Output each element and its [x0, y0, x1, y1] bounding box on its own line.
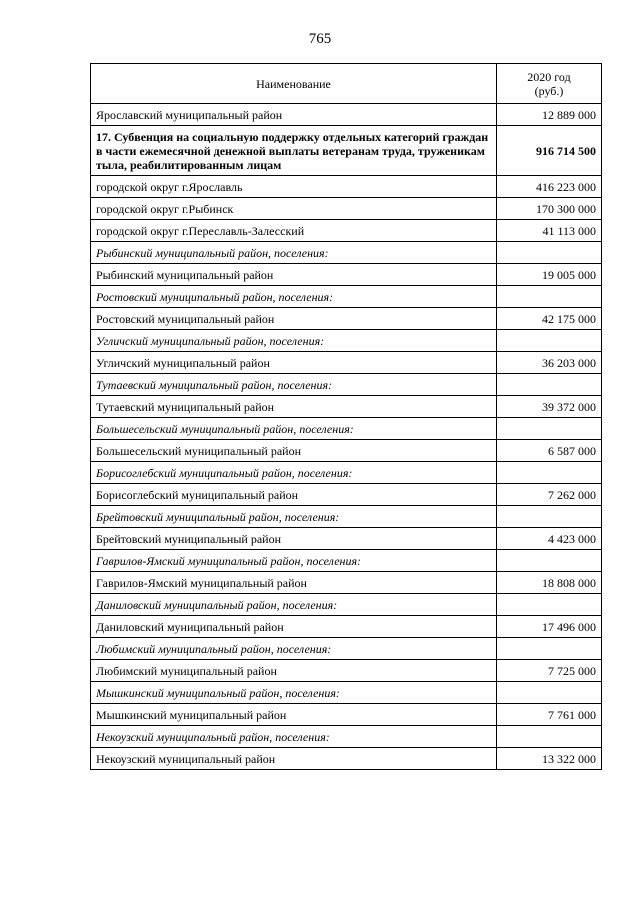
row-value: 7 725 000	[497, 660, 602, 682]
table-row	[91, 264, 602, 286]
row-name: Любимский муниципальный район, поселения:	[91, 638, 497, 660]
section-row	[91, 594, 602, 616]
table-row	[91, 484, 602, 506]
row-name: Брейтовский муниципальный район	[91, 528, 497, 550]
header-unit: (руб.)	[534, 83, 564, 98]
table-row	[91, 616, 602, 638]
row-value: 170 300 000	[497, 198, 602, 220]
row-value	[497, 242, 602, 264]
table-row	[91, 176, 602, 198]
row-value: 17 496 000	[497, 616, 602, 638]
row-name: Большесельский муниципальный район, поселения:	[91, 418, 497, 440]
table-row	[91, 528, 602, 550]
table-row	[91, 198, 602, 220]
row-value: 13 322 000	[497, 748, 602, 770]
row-name: Брейтовский муниципальный район, поселения:	[91, 506, 497, 528]
section-row	[91, 330, 602, 352]
row-name: Угличский муниципальный район, поселения:	[91, 330, 497, 352]
table-row	[91, 308, 602, 330]
row-name: Угличский муниципальный район	[91, 352, 497, 374]
table-row	[91, 572, 602, 594]
row-value: 39 372 000	[497, 396, 602, 418]
row-value	[497, 374, 602, 396]
table-row	[91, 704, 602, 726]
row-name: Тутаевский муниципальный район	[91, 396, 497, 418]
section-row	[91, 682, 602, 704]
row-value: 6 587 000	[497, 440, 602, 462]
row-value	[497, 462, 602, 484]
row-value	[497, 330, 602, 352]
row-name: 17. Субвенция на социальную поддержку отдельных категорий граждан в части ежемесячной денежной выплаты ветеранам труда, труженикам тыла, реабилитированным лицам	[91, 126, 497, 176]
table-row	[91, 104, 602, 126]
row-name: Мышкинский муниципальный район, поселения:	[91, 682, 497, 704]
row-value	[497, 638, 602, 660]
row-value: 916 714 500	[497, 126, 602, 176]
row-name: Тутаевский муниципальный район, поселения:	[91, 374, 497, 396]
row-value	[497, 550, 602, 572]
row-name: Ярославский муниципальный район	[91, 104, 497, 126]
header-name-column: Наименование	[91, 64, 497, 104]
row-value: 12 889 000	[497, 104, 602, 126]
row-value	[497, 682, 602, 704]
section-row	[91, 374, 602, 396]
row-value	[497, 594, 602, 616]
section-row	[91, 286, 602, 308]
row-name: городской округ г.Рыбинск	[91, 198, 497, 220]
row-name: Мышкинский муниципальный район	[91, 704, 497, 726]
row-name: Любимский муниципальный район	[91, 660, 497, 682]
row-name: Рыбинский муниципальный район	[91, 264, 497, 286]
table-row	[91, 748, 602, 770]
header-year: 2020 год	[527, 69, 571, 84]
table-row	[91, 396, 602, 418]
row-value: 18 808 000	[497, 572, 602, 594]
row-name: Ростовский муниципальный район	[91, 308, 497, 330]
table-header-row	[91, 64, 602, 104]
section-row	[91, 550, 602, 572]
row-name: Гаврилов-Ямский муниципальный район	[91, 572, 497, 594]
row-value	[497, 418, 602, 440]
row-value: 4 423 000	[497, 528, 602, 550]
row-value	[497, 726, 602, 748]
budget-table	[90, 63, 602, 770]
row-name: Некоузский муниципальный район	[91, 748, 497, 770]
row-value	[497, 506, 602, 528]
table-row	[91, 660, 602, 682]
row-name: Даниловский муниципальный район, поселения:	[91, 594, 497, 616]
row-value: 19 005 000	[497, 264, 602, 286]
row-name: городской округ г.Ярославль	[91, 176, 497, 198]
row-value: 36 203 000	[497, 352, 602, 374]
row-name: Борисоглебский муниципальный район, поселения:	[91, 462, 497, 484]
section-row	[91, 242, 602, 264]
subtotal-row	[91, 126, 602, 176]
table-row	[91, 440, 602, 462]
section-row	[91, 418, 602, 440]
page-number: 765	[308, 31, 332, 47]
row-name: Некоузский муниципальный район, поселения:	[91, 726, 497, 748]
header-value-column	[497, 64, 602, 104]
section-row	[91, 462, 602, 484]
section-row	[91, 506, 602, 528]
row-name: Ростовский муниципальный район, поселения:	[91, 286, 497, 308]
table-row	[91, 220, 602, 242]
row-value: 7 761 000	[497, 704, 602, 726]
table-row	[91, 352, 602, 374]
row-value: 416 223 000	[497, 176, 602, 198]
row-value: 42 175 000	[497, 308, 602, 330]
row-name: Большесельский муниципальный район	[91, 440, 497, 462]
row-name: Даниловский муниципальный район	[91, 616, 497, 638]
row-value	[497, 286, 602, 308]
row-value: 41 113 000	[497, 220, 602, 242]
table-body	[91, 104, 602, 770]
section-row	[91, 638, 602, 660]
section-row	[91, 726, 602, 748]
row-name: Рыбинский муниципальный район, поселения:	[91, 242, 497, 264]
row-value: 7 262 000	[497, 484, 602, 506]
row-name: Гаврилов-Ямский муниципальный район, поселения:	[91, 550, 497, 572]
row-name: Борисоглебский муниципальный район	[91, 484, 497, 506]
row-name: городской округ г.Переславль-Залесский	[91, 220, 497, 242]
